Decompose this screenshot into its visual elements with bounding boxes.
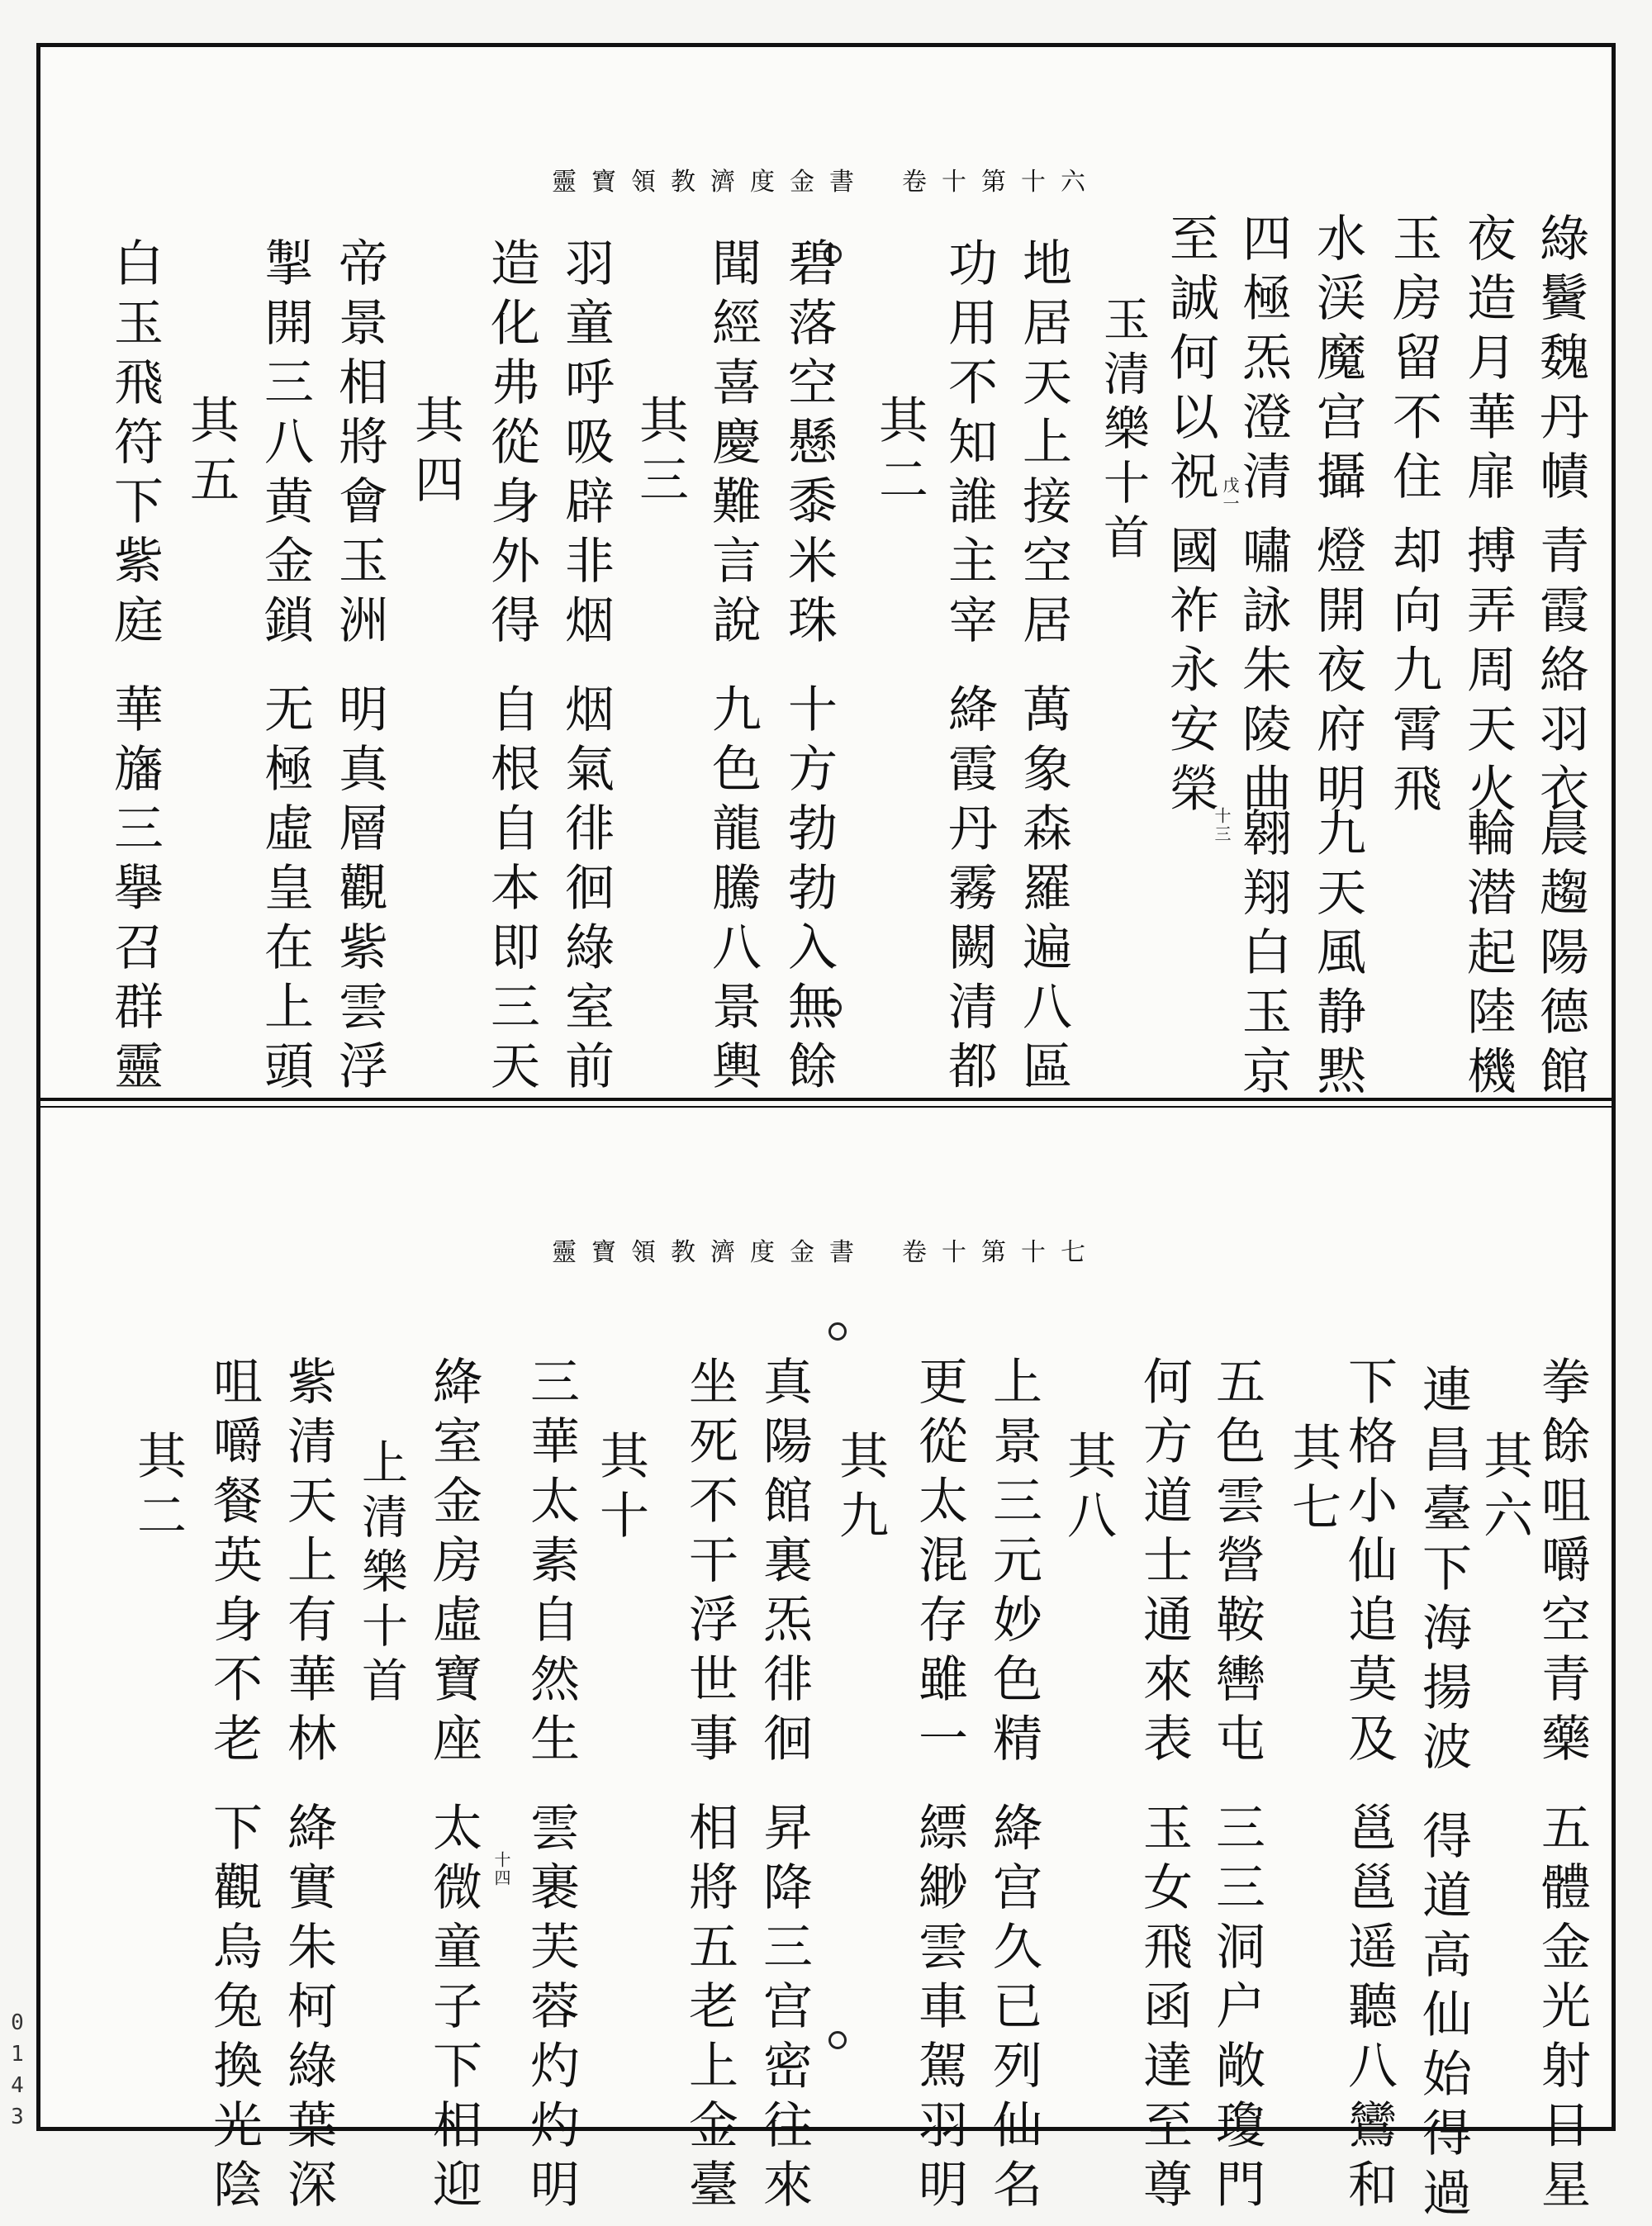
verse-line: 烟氣徘徊綠室前 xyxy=(557,683,615,1099)
verse-line: 造化弗從身外得 xyxy=(482,237,540,653)
verse-line: 青霞絡羽衣 xyxy=(1531,524,1589,822)
verse-line: 昇降三宫密往來 xyxy=(755,1801,813,2218)
margin-circle-top xyxy=(828,1322,847,1341)
verse-line: 拳餘咀嚼空青藥 xyxy=(1533,1355,1591,1772)
verse-line: 却向九霄飛 xyxy=(1384,524,1442,822)
page-number: 0 1 4 3 xyxy=(11,2010,24,2129)
poem-number: 其四 xyxy=(406,394,464,513)
verse-line: 九色龍騰八景輿 xyxy=(704,683,762,1099)
verse-line: 晨趨陽德館 xyxy=(1531,807,1589,1104)
verse-line: 咀嚼餐英身不老 xyxy=(205,1355,263,1772)
verse-line: 掣開三八黄金鎖 xyxy=(256,237,314,653)
verse-line: 何方道士通來表 xyxy=(1135,1355,1193,1772)
verse-line: 華旛三擧召群靈 xyxy=(106,683,164,1099)
verse-line: 帝景相將會玉洲 xyxy=(330,237,388,653)
folio-note: 戊一 xyxy=(1220,477,1240,513)
folio-label: 卷十第十六 xyxy=(902,168,1100,197)
poem-number: 其二 xyxy=(871,394,928,513)
verse-line: 絳實朱柯綠葉深 xyxy=(279,1801,337,2218)
verse-line: 縹緲雲車駕羽明 xyxy=(910,1801,968,2218)
verse-line: 輪潜起陸機 xyxy=(1459,807,1517,1104)
verse-line: 相將五老上金臺 xyxy=(681,1801,738,2218)
verse-line: 聞經喜慶難言說 xyxy=(704,237,762,653)
margin-circle-bottom xyxy=(828,2031,847,2049)
verse-line: 坐死不干浮世事 xyxy=(681,1355,738,1772)
verse-line: 水渓魔宫攝 xyxy=(1308,212,1366,510)
verse-line: 三華太素自然生 xyxy=(522,1355,580,1772)
verse-line: 真陽館裏炁徘徊 xyxy=(755,1355,813,1772)
verse-line: 玉女飛函達至尊 xyxy=(1135,1801,1193,2218)
verse-line: 下格小仙追莫及 xyxy=(1340,1355,1398,1772)
verse-line: 翱翔白玉京 xyxy=(1234,807,1292,1104)
verse-line: 玉房留不住 xyxy=(1384,212,1442,510)
poem-number: 其十 xyxy=(591,1430,649,1549)
verse-line: 白玉飛符下紫庭 xyxy=(106,237,164,653)
verse-line: 嘯詠朱陵曲 xyxy=(1234,524,1292,822)
verse-line: 國祚永安榮 xyxy=(1161,524,1219,822)
running-header xyxy=(40,161,1612,197)
verse-line: 三三洞户敞瓊門 xyxy=(1208,1801,1265,2218)
verse-line: 五體金光射日星 xyxy=(1533,1801,1591,2218)
verse-line: 搏弄周天火 xyxy=(1459,524,1517,822)
verse-line: 九天風静黙 xyxy=(1308,807,1366,1104)
verse-line: 得道高仙始得過 xyxy=(1414,1810,1472,2226)
verse-line: 功用不知誰主宰 xyxy=(940,237,998,653)
verse-line: 十方勃勃入無餘 xyxy=(780,683,838,1099)
verse-line: 雲裹芙蓉灼灼明 xyxy=(522,1801,580,2218)
poem-number: 其九 xyxy=(831,1430,889,1549)
verse-line: 上景三元妙色精 xyxy=(985,1355,1042,1772)
verse-line: 萬象森羅遍八區 xyxy=(1014,683,1072,1099)
folio-label: 卷十第十七 xyxy=(902,1238,1100,1267)
verse-line: 太微童子下相迎 xyxy=(425,1801,482,2218)
verse-line: 綠鬢魏丹幘 xyxy=(1531,212,1589,510)
verse-line: 碧落空懸黍米珠 xyxy=(780,237,838,653)
page-bottom xyxy=(40,1108,1612,2226)
verse-line: 明真層觀紫雲浮 xyxy=(330,683,388,1099)
panel-divider xyxy=(40,1098,1612,1108)
poem-number: 其六 xyxy=(1475,1430,1533,1549)
poem-number: 其八 xyxy=(1059,1430,1117,1549)
poem-number: 其七 xyxy=(1284,1422,1341,1540)
verse-line: 絳宫久已列仙名 xyxy=(985,1801,1042,2218)
verse-line: 四極炁澄清 xyxy=(1234,212,1292,510)
verse-line: 羽童呼吸辟非烟 xyxy=(557,237,615,653)
page-top xyxy=(40,47,1612,1104)
verse-line: 夜造月華扉 xyxy=(1459,212,1517,510)
verse-line: 紫清天上有華林 xyxy=(279,1355,337,1772)
book-title: 靈寶領教濟度金書 xyxy=(552,1238,869,1267)
verse-line: 絳室金房虛寶座 xyxy=(425,1355,482,1772)
verse-line: 邕邕遥聽八鸞和 xyxy=(1340,1801,1398,2218)
poem-number: 其三 xyxy=(631,394,689,513)
verse-line: 下觀烏兔換光陰 xyxy=(205,1801,263,2218)
section-title: 上清樂十首 xyxy=(354,1438,408,1711)
running-header xyxy=(40,1232,1612,1268)
verse-line: 絳霞丹霧闕清都 xyxy=(940,683,998,1099)
verse-line: 燈開夜府明 xyxy=(1308,524,1366,822)
verse-line: 无極虛皇在上頭 xyxy=(256,683,314,1099)
book-title: 靈寶領教濟度金書 xyxy=(552,168,869,197)
verse-line: 自根自本即三天 xyxy=(482,683,540,1099)
verse-line: 更從太混存雖一 xyxy=(910,1355,968,1772)
folio-note: 十四 xyxy=(491,1851,511,1887)
verse-line: 地居天上接空居 xyxy=(1014,237,1072,653)
verse-line: 連昌臺下海揚波 xyxy=(1414,1364,1472,1780)
folio-note: 十三 xyxy=(1212,807,1232,843)
page-frame xyxy=(36,43,1616,2226)
verse-line: 五色雲營鞍轡屯 xyxy=(1208,1355,1265,1772)
section-title: 玉清樂十首 xyxy=(1096,295,1150,567)
verse-line: 至誠何以祝 xyxy=(1161,212,1219,510)
poem-number: 其二 xyxy=(129,1430,187,1549)
poem-number: 其五 xyxy=(182,394,240,513)
